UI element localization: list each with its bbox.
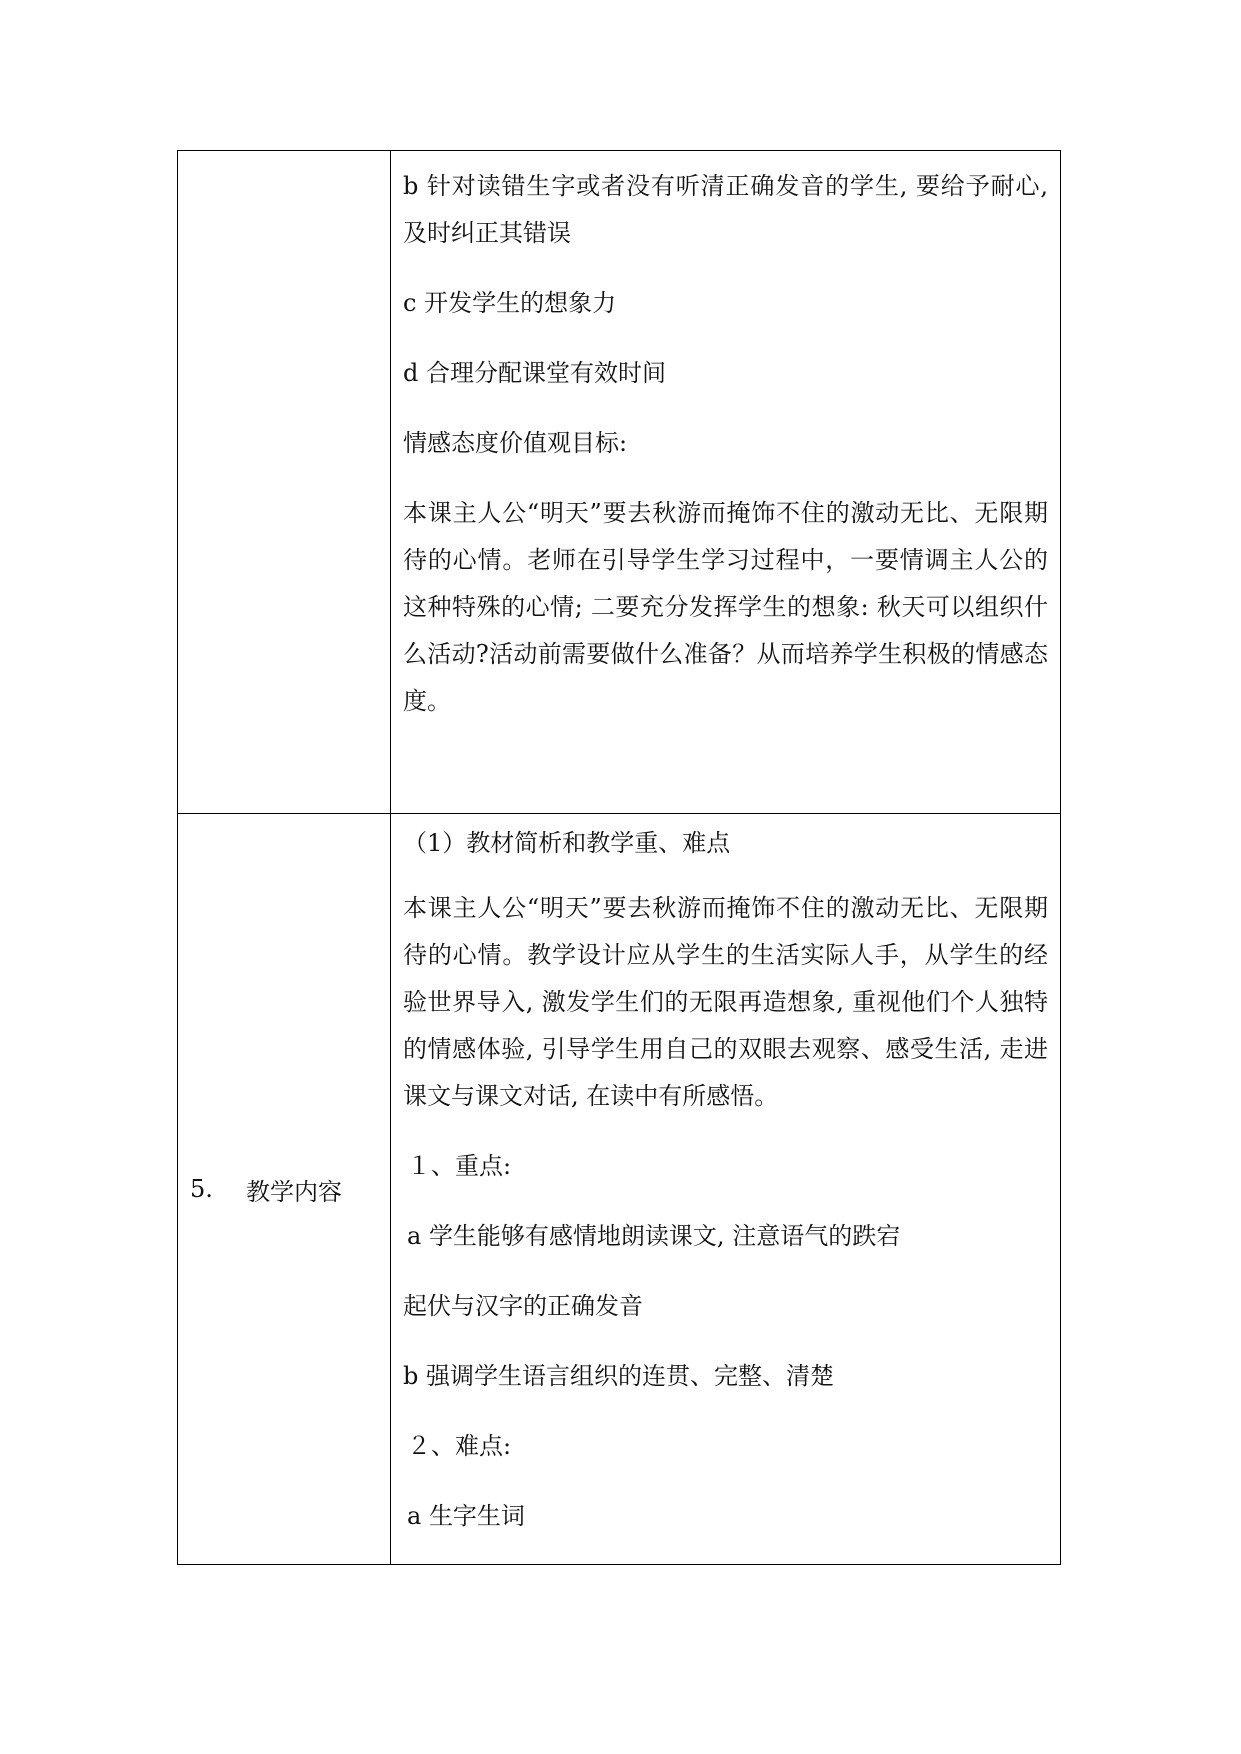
table-row <box>178 814 1061 1565</box>
paragraph: c 开发学生的想象力 <box>403 289 617 317</box>
content-cell <box>391 814 1061 1565</box>
paragraph: a 学生能够有感情地朗读课文, 注意语气的跌宕 <box>407 1222 901 1250</box>
section-heading: （1）教材简析和教学重、难点 <box>403 829 731 857</box>
table-row <box>178 151 1061 814</box>
section-label: 教学内容 <box>246 1177 342 1206</box>
paragraph: 起伏与汉字的正确发音 <box>403 1292 643 1320</box>
paragraph: 本课主人公“明天”要去秋游而掩饰不住的激动无比、无限期待的心情。教学设计应从学生的生活实际人手，从学生的经验世界导入, 激发学生们的无限再造想象, 重视他们个人独特的情感体验, 引导学生用自己的双眼去观察、感受生活, 走进课文与课文对话, 在读中有所感悟。 <box>403 894 1048 1110</box>
subheading-key-points: １、重点: <box>407 1152 512 1180</box>
paragraph: 本课主人公“明天”要去秋游而掩饰不住的激动无比、无限期待的心情。老师在引导学生学习过程中，一要情调主人公的这种特殊的心情; 二要充分发挥学生的想象: 秋天可以组织什么活动?活动前需要做什么准备？从而培养学生积极的情感态度。 <box>403 499 1048 715</box>
paragraph: a 生字生词 <box>407 1502 525 1530</box>
content-cell <box>391 151 1061 814</box>
subheading-difficulties: ２、难点: <box>407 1432 512 1460</box>
label-cell-empty <box>178 151 391 814</box>
lesson-plan-table <box>177 150 1061 1565</box>
paragraph: b 强调学生语言组织的连贯、完整、清楚 <box>403 1362 834 1390</box>
paragraph: b 针对读错生字或者没有听清正确发音的学生, 要给予耐心, 及时纠正其错误 <box>403 172 1048 247</box>
section-heading: 情感态度价值观目标: <box>403 429 628 457</box>
label-cell <box>178 814 391 1565</box>
paragraph: d 合理分配课堂有效时间 <box>403 359 666 387</box>
section-number: 5. <box>190 1175 213 1203</box>
